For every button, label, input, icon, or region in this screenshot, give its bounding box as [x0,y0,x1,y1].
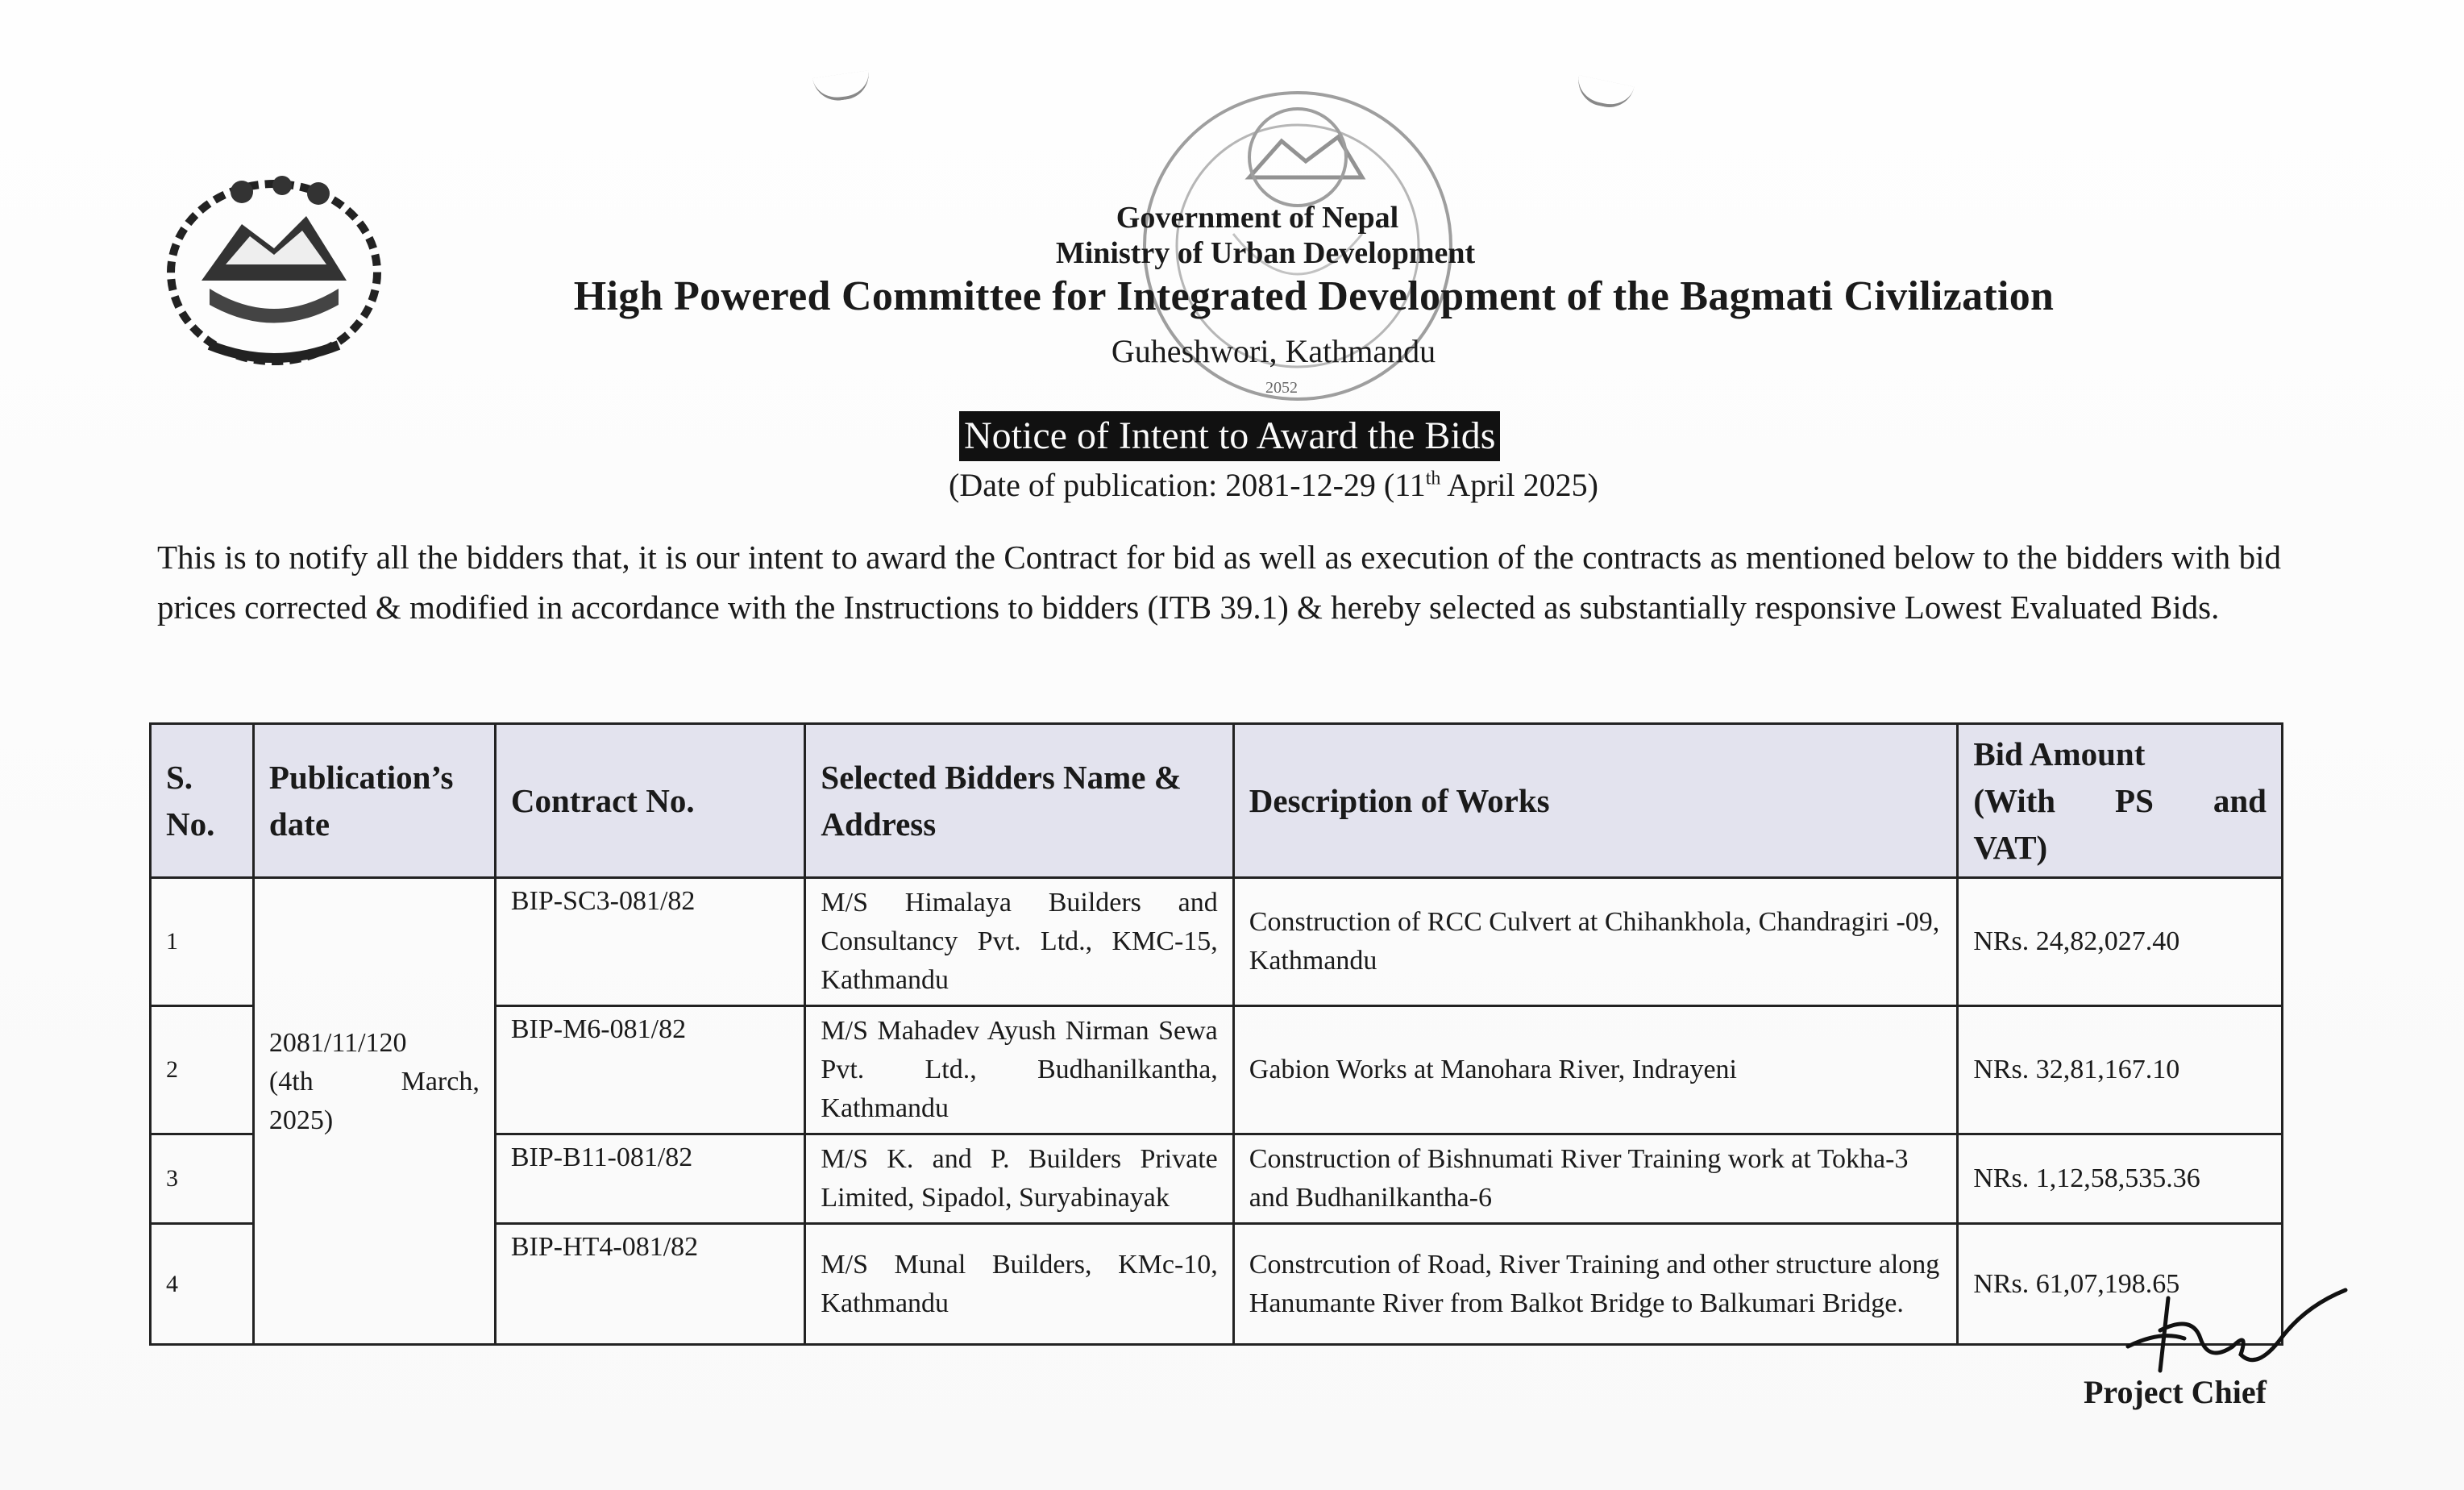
cell-sno: 1 [151,878,254,1006]
punch-hole-mark [812,70,872,103]
header-bidder: Selected Bidders Name & Address [805,724,1233,878]
committee-name: High Powered Committee for Integrated Development of the Bagmati Civilization [573,273,2055,319]
cell-contract-no: BIP-B11-081/82 [495,1134,805,1224]
signature-mark [2112,1282,2354,1387]
publication-date-suffix: April 2025) [1440,467,1598,503]
cell-sno: 4 [151,1224,254,1345]
cell-description: Gabion Works at Manohara River, Indrayeni [1233,1006,1958,1134]
cell-contract-no: BIP-SC3-081/82 [495,878,805,1006]
header-bid-ps: PS [2115,782,2154,819]
header-bid-vat: VAT) [1973,829,2048,866]
header-bid-amount-line1: Bid Amount [1973,735,2146,772]
notice-title: Notice of Intent to Award the Bids [959,411,1500,461]
stamp-year: 2052 [1265,379,1298,397]
publication-date-line2 [269,1063,480,1101]
header-description: Description of Works [1233,724,1958,878]
cell-description: Constrcution of Road, River Training and other structure along Hanumante River from Balkot Bridge to Balkumari Bridge. [1233,1224,1958,1345]
publication-date-4th: (4th [268,1067,314,1097]
header-publication-date: Publication’s date [253,724,495,878]
cell-sno: 3 [151,1134,254,1224]
punch-hole-mark [1573,75,1634,112]
signatory-title: Project Chief [2084,1374,2267,1410]
publication-date-line3: 2025) [268,1105,334,1135]
cell-contract-no: BIP-HT4-081/82 [495,1224,805,1345]
cell-description: Construction of Bishnumati River Training work at Tokha-3 and Budhanilkantha-6 [1233,1134,1958,1224]
publication-date [887,466,1660,504]
cell-bidder: M/S K. and P. Builders Private Limited, Sipadol, Suryabinayak [805,1134,1233,1224]
header-bid-amount-line2 [1973,777,2267,824]
publication-date-superscript: th [1425,468,1441,489]
publication-date-prefix: (Date of publication: 2081-12-29 (11 [949,467,1426,503]
cell-bid-amount: NRs. 32,81,167.10 [1958,1006,2283,1134]
header-bid-amount [1958,724,2283,878]
header-contract-no: Contract No. [495,724,805,878]
cell-description: Construction of RCC Culvert at Chihankhola, Chandragiri -09, Kathmandu [1233,878,1958,1006]
cell-bid-amount: NRs. 1,12,58,535.36 [1958,1134,2283,1224]
publication-date-line1: 2081/11/120 [268,1028,407,1058]
government-name: Government of Nepal [1116,201,1399,235]
header-sno: S. No. [151,724,254,878]
cell-contract-no: BIP-M6-081/82 [495,1006,805,1134]
table-header-row [151,724,2283,878]
table-row [151,878,2283,1006]
cell-sno: 2 [151,1006,254,1134]
cell-bidder: M/S Himalaya Builders and Consultancy Pvt. Ltd., KMC-15, Kathmandu [805,878,1233,1006]
cell-bidder: M/S Mahadev Ayush Nirman Sewa Pvt. Ltd., Budhanilkantha, Kathmandu [805,1006,1233,1134]
cell-bid-amount: NRs. 24,82,027.40 [1958,878,2283,1006]
nepal-emblem-icon [153,160,395,377]
cell-publication-date [253,878,495,1345]
header-bid-and: and [2213,782,2267,819]
office-location: Guheshwori, Kathmandu [1111,333,1436,369]
cell-bid-amount: NRs. 61,07,198.65 [1958,1224,2283,1345]
intro-paragraph: This is to notify all the bidders that, it is our intent to award the Contract for bid as well as execution of the contracts as mentioned below to the bidders with bid prices corrected & modified in accordance with the Instructions to bidders (ITB 39.1) & hereby selected as substantially responsive Lowest Evaluated Bids. [157,539,2281,626]
cell-bidder: M/S Munal Builders, KMc-10, Kathmandu [805,1224,1233,1345]
ministry-name: Ministry of Urban Development [1055,236,1476,270]
header-bid-with: (With [1973,782,2056,819]
publication-date-march: March, [401,1067,480,1097]
bids-table [149,722,2283,1346]
